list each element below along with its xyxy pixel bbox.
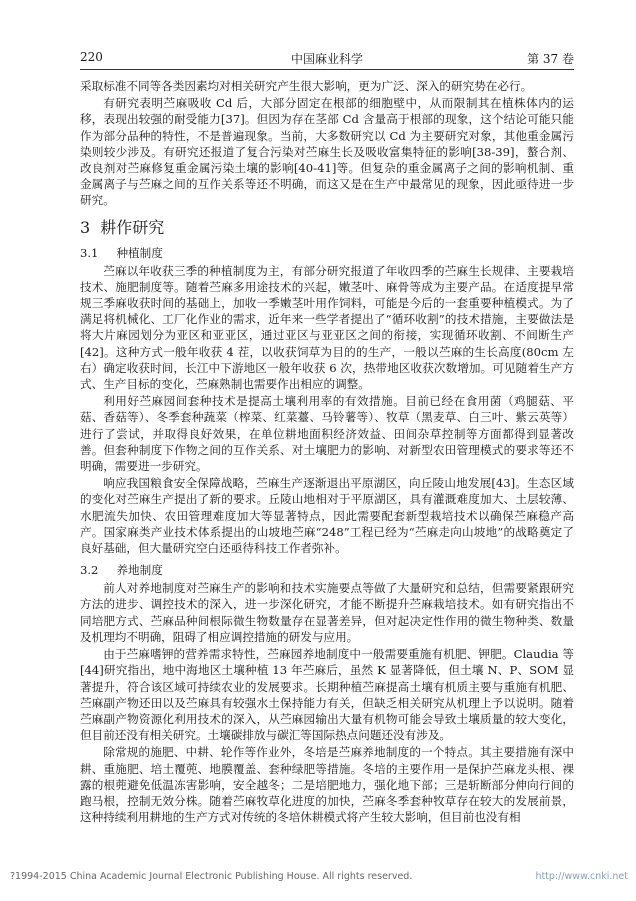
paragraph: 采取标准不同等各类因素均对相关研究产生很大影响，更为广泛、深入的研究势在必行。 xyxy=(80,79,533,93)
section-heading xyxy=(80,217,574,239)
site-url: http://www.cnki.net xyxy=(535,871,628,882)
copyright-text: ?1994-2015 China Academic Journal Electronic Publishing House. All rights reserved. xyxy=(10,871,413,882)
paragraph: 利用好苎麻园间套种技术是提高土壤利用率的有效措施。目前已经在食用菌（鸡腿菇、平菇、香菇等）、冬季套种蔬菜（榨菜、红菜薹、马铃薯等）、牧草（黑麦草、白三叶、紫云英等）进行了尝试，并取得良好效果，在单位耕地面积经济效益、田间杂草控制等方面都得到显著改善。但套种制度下作物之间的互作关系、对土壤肥力的影响、对新型农田管理模式的要求等还不明确，需要进一步研究。 xyxy=(80,394,574,474)
paragraph: 前人对养地制度对苎麻生产的影响和技术实施要点等做了大量研究和总结，但需要紧跟研究方法的进步、调控技术的深入，进一步深化研究，才能不断提升苎麻栽培技术。如有研究指出不同培肥方式、苎麻品种间根际微生物数量存在显著差异，但对起决定性作用的微生物种类、数量及机理均不明确，阻碍了相应调控措施的研发与应用。 xyxy=(80,581,574,644)
journal-title: 中国麻业科学 xyxy=(290,52,363,66)
paragraph: 除常规的施肥、中耕、轮作等作业外，冬培是苎麻养地制度的一个特点。其主要措施有深中耕、重施肥、培土覆蔸、地膜覆盖、套种绿肥等措施。冬培的主要作用一是保护苎麻龙头根、裸露的根蔸避免低温冻害影响，安全越冬；二是培肥地力，强化地下部；三是斩断部分伸向行间的跑马根，控制无效分株。随着苎麻牧草化进度的加快，苎麻冬季套种牧草存在较大的发展前景，这种持续利用耕地的生产方式对传统的冬培休耕模式将产生较大影响，但目前也没有相 xyxy=(80,745,574,825)
section-title: 耕作研究 xyxy=(100,217,165,237)
volume-label: 第 37 卷 xyxy=(527,52,574,66)
page-number: 220 xyxy=(80,50,103,64)
subsection-heading xyxy=(80,562,574,578)
paragraph: 有研究表明苎麻吸收 Cd 后，大部分固定在根部的细胞壁中，从而限制其在植株体内的运移，表现出较强的耐受能力[37]。但因为存在茎部 Cd 含量高于根部的现象，这个结论可能只能作为部分品种的特性，不是普遍现象。当前，大多数研究以 Cd 为主要研究对象，其他重金属污染则较少涉及。有研究还报道了复合污染对苎麻生长及吸收富集特征的影响[38-39]，螯合剂、改良剂对苎麻修复重金属污染土壤的影响[40-41]等。但复杂的重金属离子之间的影响机制、重金属离子与苎麻之间的互作关系等还不明确，而这又是在生产中最常见的现象，因此亟待进一步研究。 xyxy=(80,96,574,208)
subsection-title: 养地制度 xyxy=(116,563,163,578)
paragraph: 苎麻以年收获三季的种植制度为主，有部分研究报道了年收四季的苎麻生长规律、主要栽培技术、施肥制度等。随着苎麻多用途技术的兴起，嫩茎叶、麻骨等成为主要产品。在适度提早常规三季麻收获时间的基础上，加收一季嫩茎叶用作饲料，可能是今后的一套重要种植模式。为了满足将机械化、工厂化作业的需求，近年来一些学者提出了“循环收割”的技术措施，主要做法是将大片麻园划分为亚区和亚亚区，通过亚区与亚亚区之间的衔接，实现循环收割、不间断生产[42]。这种方式一般年收获 4 茬，以收获饲草为目的的生产，一般以苎麻的生长高度(80cm 左右）确定收获时间，长江中下游地区一般年收获 6 次，热带地区收获次数增加。可见随着生产方式、生产目标的变化，苎麻熟制也需要作出相应的调整。 xyxy=(80,263,574,392)
paragraph: 响应我国粮食安全保障战略，苎麻生产逐渐退出平原湖区，向丘陵山地发展[43]。生态区域的变化对苎麻生产提出了新的要求。丘陵山地相对于平原湖区，具有灌溉难度加大、土层较薄、水肥流失加快、农田管理难度加大等显著特点，因此需要配套新型栽培技术以确保苎麻稳产高产。国家麻类产业技术体系提出的山坡地苎麻“248”工程已经为“苎麻走向山坡地”的战略奠定了良好基础，但大量研究空白还亟待科技工作者弥补。 xyxy=(80,476,574,556)
running-header xyxy=(80,50,574,68)
subsection-heading xyxy=(80,245,574,261)
subsection-number: 3.1 xyxy=(80,245,99,260)
subsection-title: 种植制度 xyxy=(116,245,163,260)
section-number: 3 xyxy=(80,217,91,237)
header-rule xyxy=(80,69,574,70)
article-body xyxy=(80,78,574,826)
paragraph: 由于苎麻嗜钾的营养需求特性，苎麻园养地制度中一般需要重施有机肥、钾肥。Claudia 等[44]研究指出，地中海地区土壤种植 13 年苎麻后，虽然 K 显著降低，但土壤 N、P、SOM 显著提升，符合该区域可持续农业的发展要求。长期种植苎麻提高土壤有机质主要与重施有机肥、苎麻副产物还田以及苎麻具有较强水土保持能力有关，但缺乏相关研究从机理上予以说明。随着苎麻副产物资源化利用技术的深入，从苎麻园输出大量有机物可能会导致土壤质量的较大变化，但目前还没有相关研究。土壤碳排放与碳汇等国际热点问题还没有涉及。 xyxy=(80,647,574,743)
subsection-number: 3.2 xyxy=(80,563,99,578)
